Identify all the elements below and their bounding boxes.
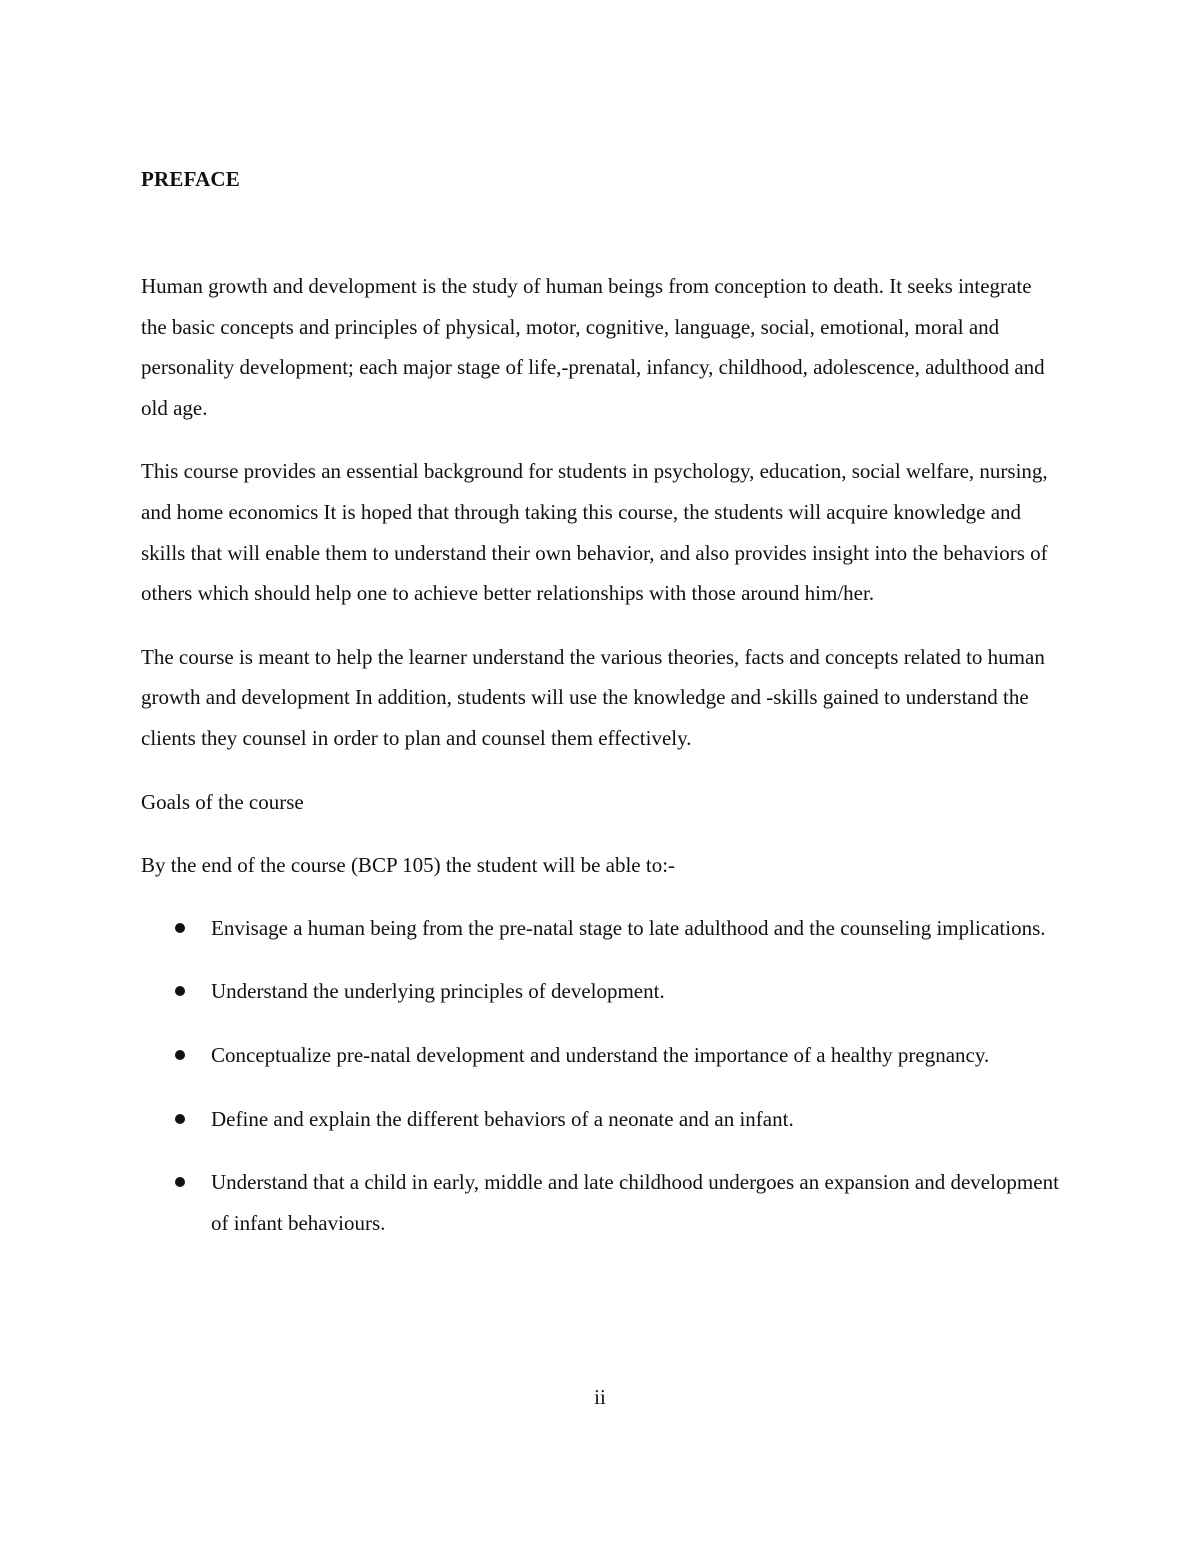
list-item-text: Conceptualize pre-natal development and understand the importance of a healthy pregnancy. [211, 1042, 990, 1067]
list-item [141, 908, 1061, 949]
bullet-icon [175, 923, 185, 933]
paragraph-background: This course provides an essential background for students in psychology, education, social welfare, nursing, and home economics It is hoped that through taking this course, the students will acquire knowledge and skills that will enable them to understand their own behavior, and also provides insight into the behaviors of others which should help one to achieve better relationships with those around him/her. [141, 459, 1048, 606]
list-item-text: Understand the underlying principles of development. [211, 979, 665, 1004]
bullet-icon [175, 1114, 185, 1124]
page-number: ii [594, 1385, 606, 1409]
list-item-text: Understand that a child in early, middle and late childhood undergoes an expansion and development of infant behaviours. [211, 1170, 1059, 1235]
list-item-text: Envisage a human being from the pre-natal stage to late adulthood and the counseling implications. [211, 915, 1046, 940]
bullet-icon [175, 1050, 185, 1060]
list-item [141, 1162, 1061, 1243]
goals-heading: Goals of the course [141, 789, 304, 814]
goals-intro: By the end of the course (BCP 105) the student will be able to:- [141, 853, 676, 878]
bullet-icon [175, 986, 185, 996]
goals-list [141, 908, 1061, 1244]
page-content [141, 166, 1061, 1243]
list-item [141, 971, 1061, 1012]
list-item-text: Define and explain the different behaviors of a neonate and an infant. [211, 1106, 794, 1131]
paragraph-intro: Human growth and development is the study of human beings from conception to death. It seeks integrate the basic concepts and principles of physical, motor, cognitive, language, social, emotional, moral and personality development; each major stage of life,-prenatal, infancy, childhood, adolescence, adulthood and old age. [141, 274, 1045, 420]
list-item [141, 1099, 1061, 1140]
bullet-icon [175, 1177, 185, 1187]
page-title: PREFACE [141, 167, 241, 191]
list-item [141, 1035, 1061, 1076]
paragraph-purpose: The course is meant to help the learner understand the various theories, facts and concepts related to human growth and development In addition, students will use the knowledge and -skills gained to understand the clients they counsel in order to plan and counsel them effectively. [141, 644, 1045, 750]
